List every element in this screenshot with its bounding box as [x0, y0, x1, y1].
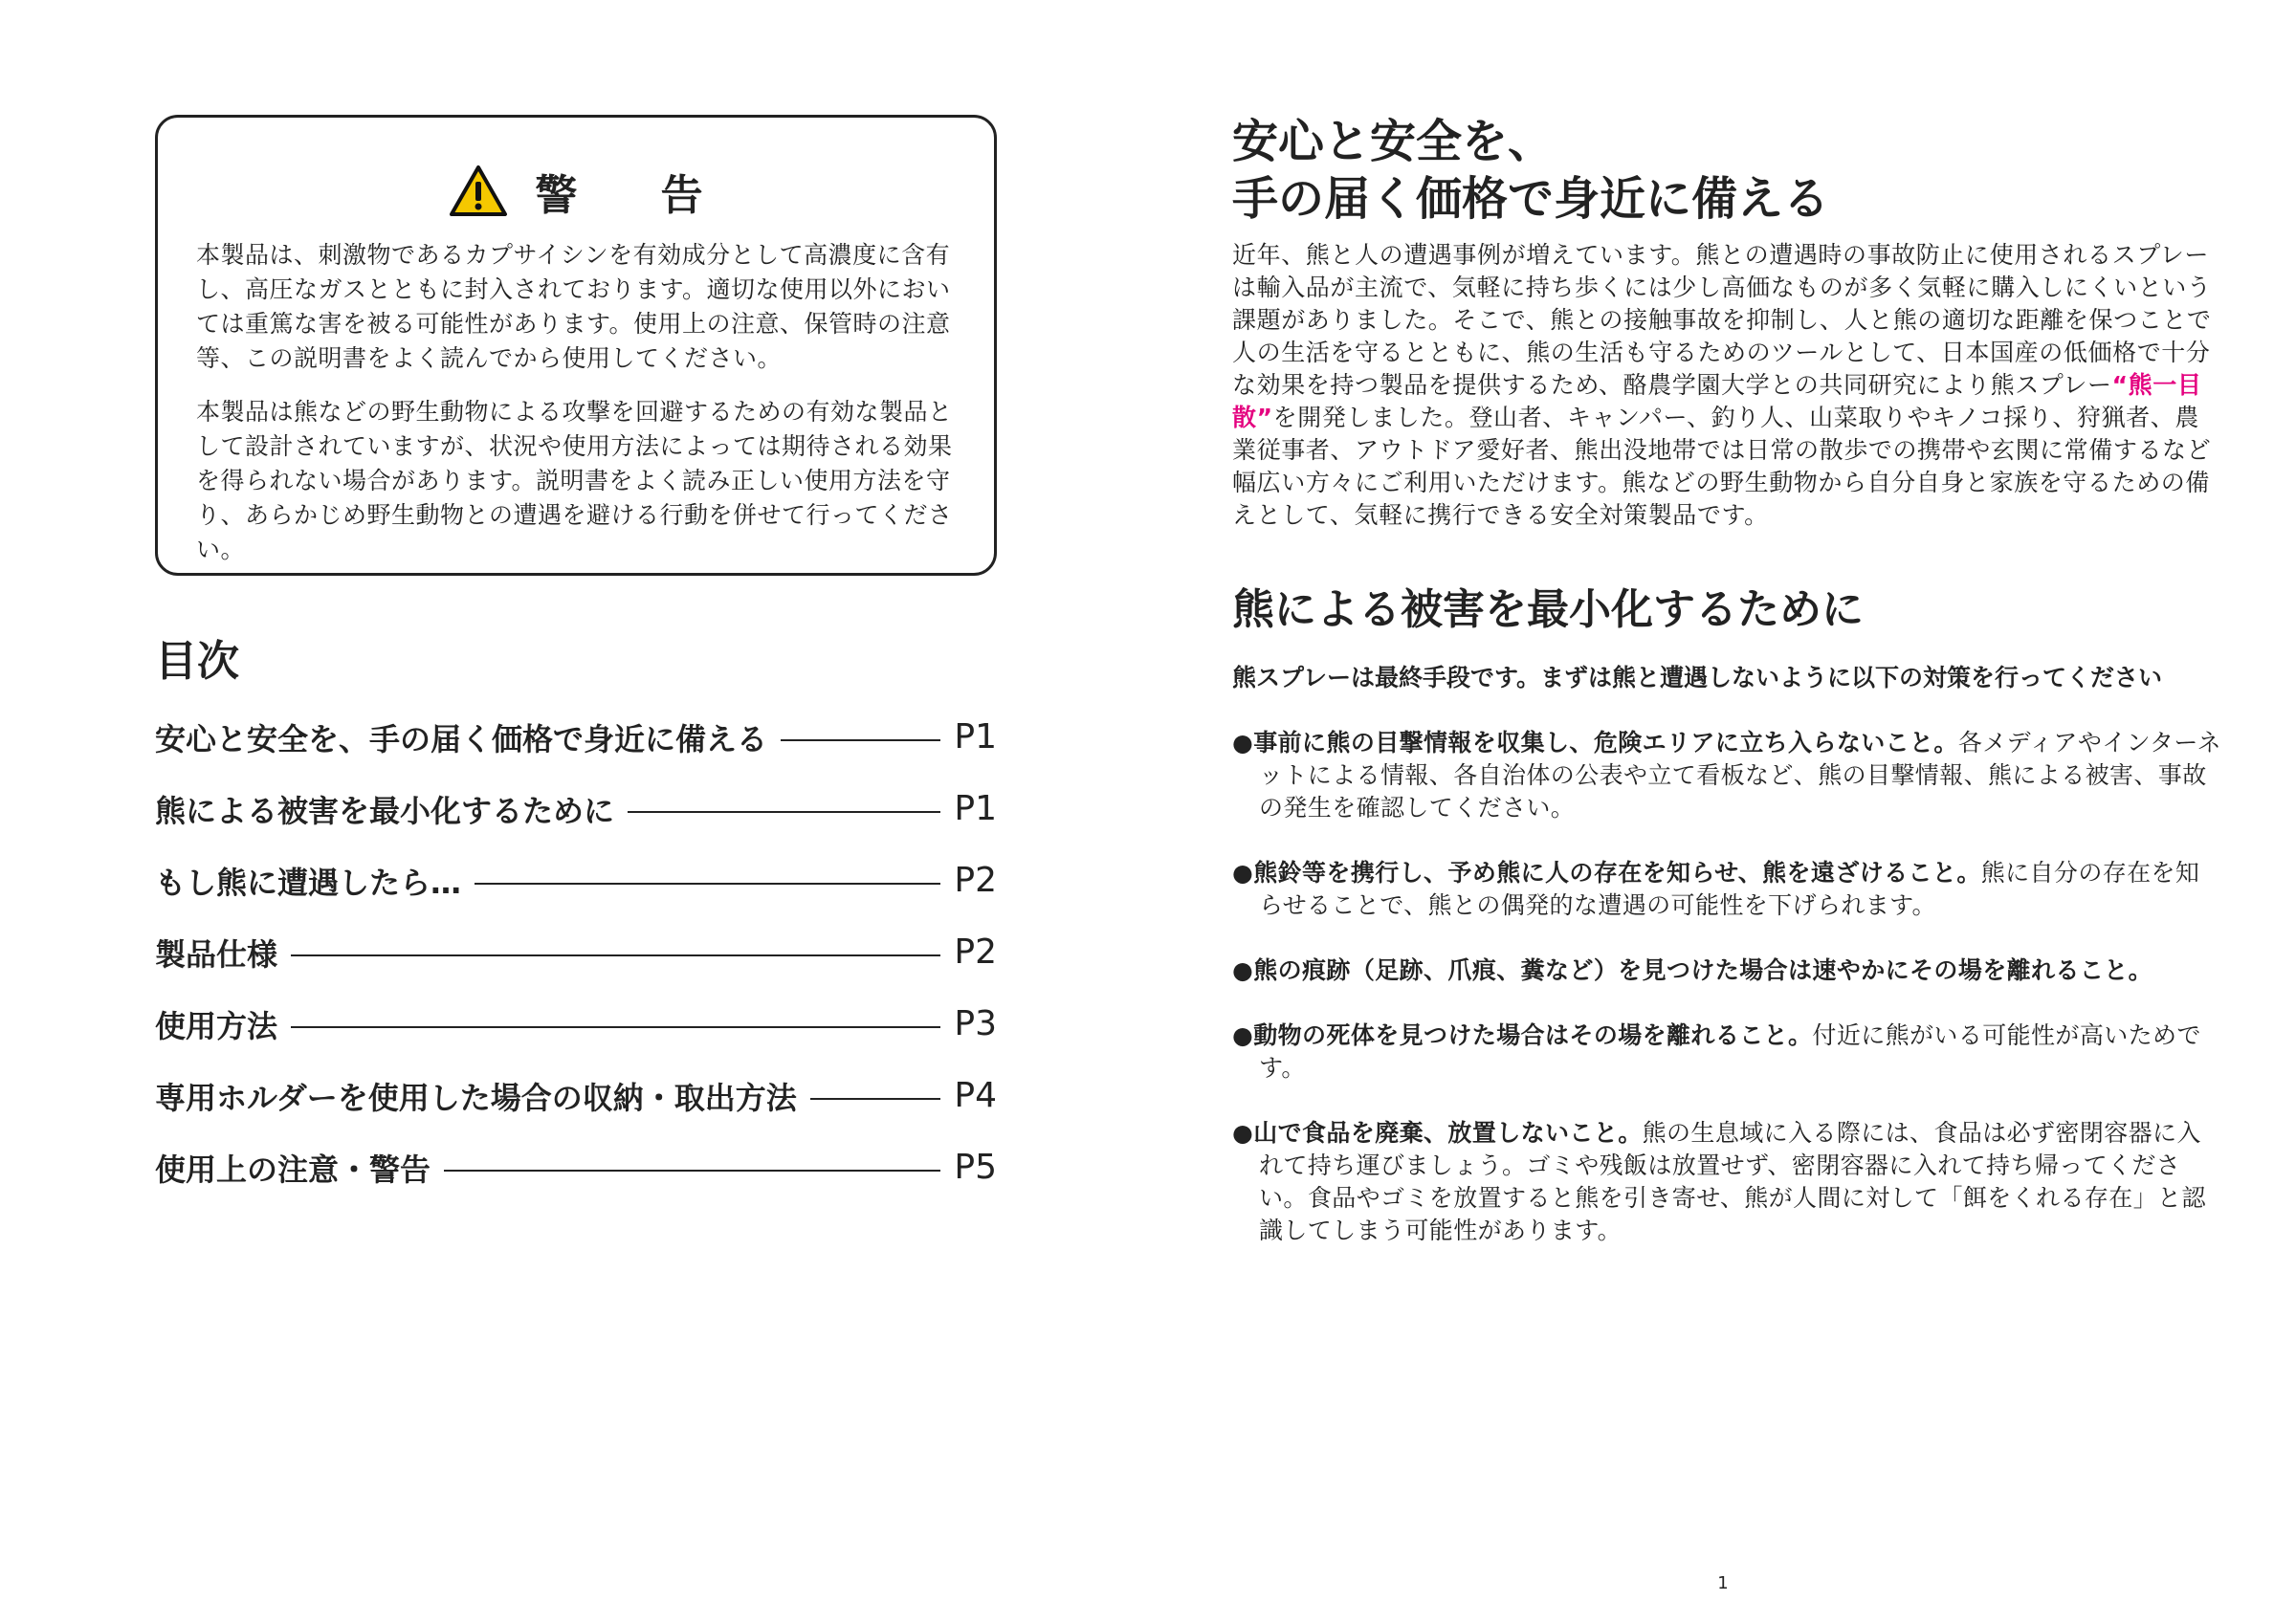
list-item-text: 各メディアやインターネットによる情報、各自治体の公表や立て看板など、熊の目撃情報、熊による被害、事故の発生を確認してください。 — [1259, 729, 2221, 822]
toc-leader-line — [628, 811, 940, 813]
toc-item[interactable] — [155, 1131, 997, 1203]
page-number: 1 — [1717, 1573, 1729, 1593]
section2-lead: 熊スプレーは最終手段です。まずは熊と遭遇しないように以下の対策を行ってください — [1232, 664, 2163, 691]
toc-item-page: P2 — [954, 861, 997, 900]
section1-heading-line2: 手の届く価格で身近に備える — [1232, 172, 1830, 226]
toc-item-page: P1 — [954, 789, 997, 828]
toc-leader-line — [291, 1026, 940, 1028]
warning-paragraph-2: 本製品は熊などの野生動物による攻撃を回避するための有効な製品として設計されていますが、状況や使用方法によっては期待される効果を得られない場合があります。説明書をよく読み正しい使用方法を守り、あらかじめ野生動物との遭遇を避ける行動を併せて行ってください。 — [196, 398, 953, 563]
list-item-text: 付近に熊がいる可能性が高いためです。 — [1259, 1021, 2201, 1082]
toc-item-label: 熊による被害を最小化するために — [155, 792, 615, 829]
toc-item-page: P4 — [954, 1076, 997, 1115]
warning-title: 警 告 — [535, 171, 738, 220]
toc-item[interactable] — [155, 988, 997, 1060]
prevention-list — [1232, 727, 2222, 1280]
warning-box — [155, 115, 997, 576]
section2-heading: 熊による被害を最小化するために — [1232, 585, 1864, 634]
list-item-bold: ●山で食品を廃棄、放置しないこと。 — [1232, 1119, 1643, 1147]
toc-item-page: P3 — [954, 1004, 997, 1043]
toc-item[interactable] — [155, 1060, 997, 1131]
toc-item[interactable] — [155, 701, 997, 773]
toc-leader-line — [781, 739, 940, 741]
toc-item-label: 使用上の注意・警告 — [155, 1151, 431, 1188]
toc-item-page: P1 — [954, 717, 997, 757]
brand-name: “熊一目散” — [1232, 371, 2202, 431]
toc-item-label: 製品仕様 — [155, 935, 278, 973]
table-of-contents — [155, 701, 997, 1203]
warning-triangle-icon — [449, 164, 508, 218]
list-item-bold: ●熊の痕跡（足跡、爪痕、糞など）を見つけた場合は速やかにその場を離れること。 — [1232, 956, 2153, 984]
list-item — [1232, 1117, 2222, 1247]
list-item — [1232, 954, 2222, 987]
toc-leader-line — [291, 954, 940, 956]
list-item — [1232, 857, 2222, 922]
toc-item-label: もし熊に遭遇したら… — [155, 864, 462, 901]
section1-body-before: 近年、熊と人の遭遇事例が増えています。熊との遭遇時の事故防止に使用されるスプレーは輸入品が主流で、気軽に持ち歩くには少し高価なものが多く気軽に購入しにくいという課題がありました。そこで、熊との接触事故を抑制し、人と熊の適切な距離を保つことで人の生活を守るとともに、熊の生活も守るためのツールとして、日本国産の低価格で十分な効果を持つ製品を提供するため、酪農学園大学との共同研究により熊スプレー — [1232, 241, 2212, 399]
toc-item-page: P5 — [954, 1148, 997, 1187]
toc-item[interactable] — [155, 916, 997, 988]
toc-item-label: 専用ホルダーを使用した場合の収納・取出方法 — [155, 1079, 797, 1116]
toc-item-label: 使用方法 — [155, 1007, 278, 1044]
section1-body-after: を開発しました。登山者、キャンパー、釣り人、山菜取りやキノコ採り、狩猟者、農業従事者、アウトドア愛好者、熊出没地帯では日常の散歩での携帯や玄関に常備するなど幅広い方々にご利用いただけます。熊などの野生動物から自分自身と家族を守るための備えとして、気軽に携行できる安全対策製品です。 — [1232, 404, 2212, 529]
toc-title: 目次 — [155, 637, 239, 686]
toc-item[interactable] — [155, 844, 997, 916]
list-item-bold: ●事前に熊の目撃情報を収集し、危険エリアに立ち入らないこと。 — [1232, 729, 1958, 757]
section1-heading-line1: 安心と安全を、 — [1232, 115, 1555, 168]
toc-item-label: 安心と安全を、手の届く価格で身近に備える — [155, 720, 768, 757]
section1-heading — [1232, 113, 2222, 228]
toc-item-page: P2 — [954, 932, 997, 972]
toc-leader-line — [444, 1170, 940, 1172]
list-item-text: 熊に自分の存在を知らせることで、熊との偶発的な遭遇の可能性を下げられます。 — [1259, 859, 2200, 919]
list-item-bold: ●熊鈴等を携行し、予め熊に人の存在を知らせ、熊を遠ざけること。 — [1232, 859, 1981, 887]
warning-paragraph-1: 本製品は、刺激物であるカプサイシンを有効成分として高濃度に含有し、高圧なガスとともに封入されております。適切な使用以外においては重篤な害を被る可能性があります。使用上の注意、保管時の注意等、この説明書をよく読んでから使用してください。 — [196, 241, 951, 372]
list-item-text: 熊の生息域に入る際には、食品は必ず密閉容器に入れて持ち運びましょう。ゴミや残飯は放置せず、密閉容器に入れて持ち帰ってください。食品やゴミを放置すると熊を引き寄せ、熊が人間に対して「餌をくれる存在」と認識してしまう可能性があります。 — [1259, 1119, 2206, 1244]
warning-header — [158, 158, 994, 225]
section1-body — [1232, 239, 2222, 532]
toc-leader-line — [475, 883, 940, 885]
toc-leader-line — [810, 1098, 941, 1100]
list-item-bold: ●動物の死体を見つけた場合はその場を離れること。 — [1232, 1021, 1813, 1049]
list-item — [1232, 1020, 2222, 1085]
toc-item[interactable] — [155, 773, 997, 844]
list-item — [1232, 727, 2222, 824]
